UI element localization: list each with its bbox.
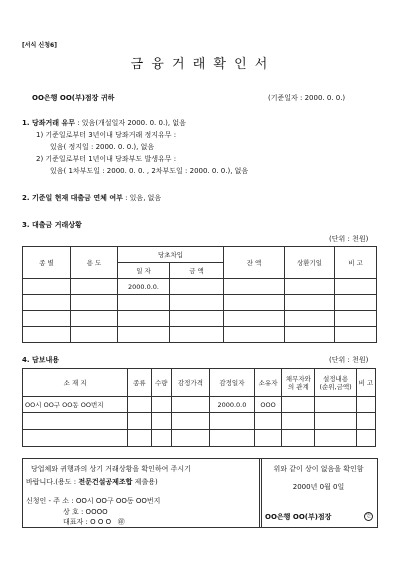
form-label: [서식 신청6] — [22, 42, 57, 49]
loan-header-date: 일 자 — [118, 263, 170, 279]
loan-header-repay: 상환기일 — [285, 247, 335, 279]
loan-header-initial: 당초차입 — [118, 247, 224, 263]
section-1-value: : 있음(개설일자 2000. 0. 0.), 없음 — [74, 119, 186, 127]
section-3-heading: 3. 대출금 거래상황 — [22, 221, 82, 229]
collateral-header-priority: 설정내용 (순위,금액) — [315, 369, 356, 397]
section-1-sub2: 2) 기준일로부터 1년이내 당좌부도 발생유무 : — [36, 155, 177, 163]
collateral-row1-owner: OOO — [254, 397, 282, 413]
section-1 — [22, 118, 186, 128]
section-1-heading: 1. 당좌거래 유무 — [22, 119, 75, 127]
loan-header-use: 용 도 — [71, 247, 118, 279]
footer-request-line1: 당업체와 귀행과의 상기 거래상황을 확인하여 주시기 — [31, 465, 191, 473]
table-row — [23, 430, 376, 447]
collateral-table — [22, 368, 376, 447]
collateral-header-owner: 소유자 — [254, 369, 282, 397]
page-title: 금 융 거 래 확 인 서 — [130, 57, 270, 72]
bank-confirm-box — [259, 458, 378, 528]
section-4-heading: 4. 담보내용 — [22, 356, 60, 364]
loan-header-amount: 금 액 — [170, 263, 224, 279]
loan-row1-date: 2000.0.0. — [118, 279, 170, 295]
loan-header-note: 비 고 — [335, 247, 377, 279]
base-date: (기준일자 : 2000. 0. 0.) — [268, 94, 346, 102]
applicant-box — [22, 458, 262, 528]
applicant-representative: 대표자 : O O O ㊞ — [63, 518, 125, 526]
recipient: OO은행 OO(부)점장 귀하 — [32, 94, 115, 102]
table-row — [23, 279, 377, 295]
table-row — [23, 397, 376, 413]
applicant-address: 신청인 - 주 소 : OO시 OO구 OO동 OO번지 — [26, 497, 161, 505]
section-2 — [22, 193, 161, 203]
section-2-value: : 있음, 없음 — [122, 194, 162, 202]
loan-table — [22, 246, 377, 343]
section-1-sub1-value: 있음( 정지일 : 2000. 0. 0.), 없음 — [50, 143, 155, 151]
table-row — [23, 311, 377, 327]
collateral-row1-location: OO시 OO구 OO동 OO번지 — [23, 397, 128, 413]
collateral-header-qty: 수량 — [151, 369, 171, 397]
collateral-header-kind: 종류 — [128, 369, 151, 397]
collateral-header-relation: 채무자와 의 관계 — [282, 369, 315, 397]
bank-name: OO은행 OO(부)점장 — [265, 513, 332, 521]
seal-mark: ㊞ — [117, 518, 125, 526]
footer-purpose: 전문건설공제조합 — [78, 478, 133, 486]
bank-confirm-text: 위와 같이 상이 없음을 확인함 — [273, 465, 364, 473]
table-row — [23, 413, 376, 430]
collateral-header-appraisal-date: 감정일자 — [210, 369, 255, 397]
section-3-unit: (단위 : 천원) — [329, 235, 369, 243]
table-row — [23, 327, 377, 343]
bank-seal-icon: 인 — [364, 512, 373, 521]
applicant-company: 상 호 : OOOO — [63, 508, 108, 516]
table-row — [23, 295, 377, 311]
bank-confirm-date: 2000년 0월 0일 — [292, 483, 345, 491]
collateral-header-note: 비 고 — [356, 369, 375, 397]
loan-header-type: 종 별 — [23, 247, 71, 279]
section-1-sub2-value: 있음( 1차부도일 : 2000. 0. 0. , 2차부도일 : 2000. 0. 0.), 없음 — [50, 167, 249, 175]
footer-request-line2: 바랍니다.(용도 : 전문건설공제조합 제출용) — [26, 478, 158, 486]
collateral-header-appraisal: 감정가격 — [171, 369, 209, 397]
loan-header-balance: 잔 액 — [224, 247, 285, 279]
collateral-row1-date: 2000.0.0 — [210, 397, 255, 413]
section-1-sub1: 1) 기준일로부터 3년이내 당좌거래 정지유무 : — [36, 131, 177, 139]
collateral-header-location: 소 재 지 — [23, 369, 128, 397]
section-2-heading: 2. 기준일 현재 대출금 연체 여부 — [22, 194, 123, 202]
section-4-unit: (단위 : 천원) — [329, 356, 369, 364]
